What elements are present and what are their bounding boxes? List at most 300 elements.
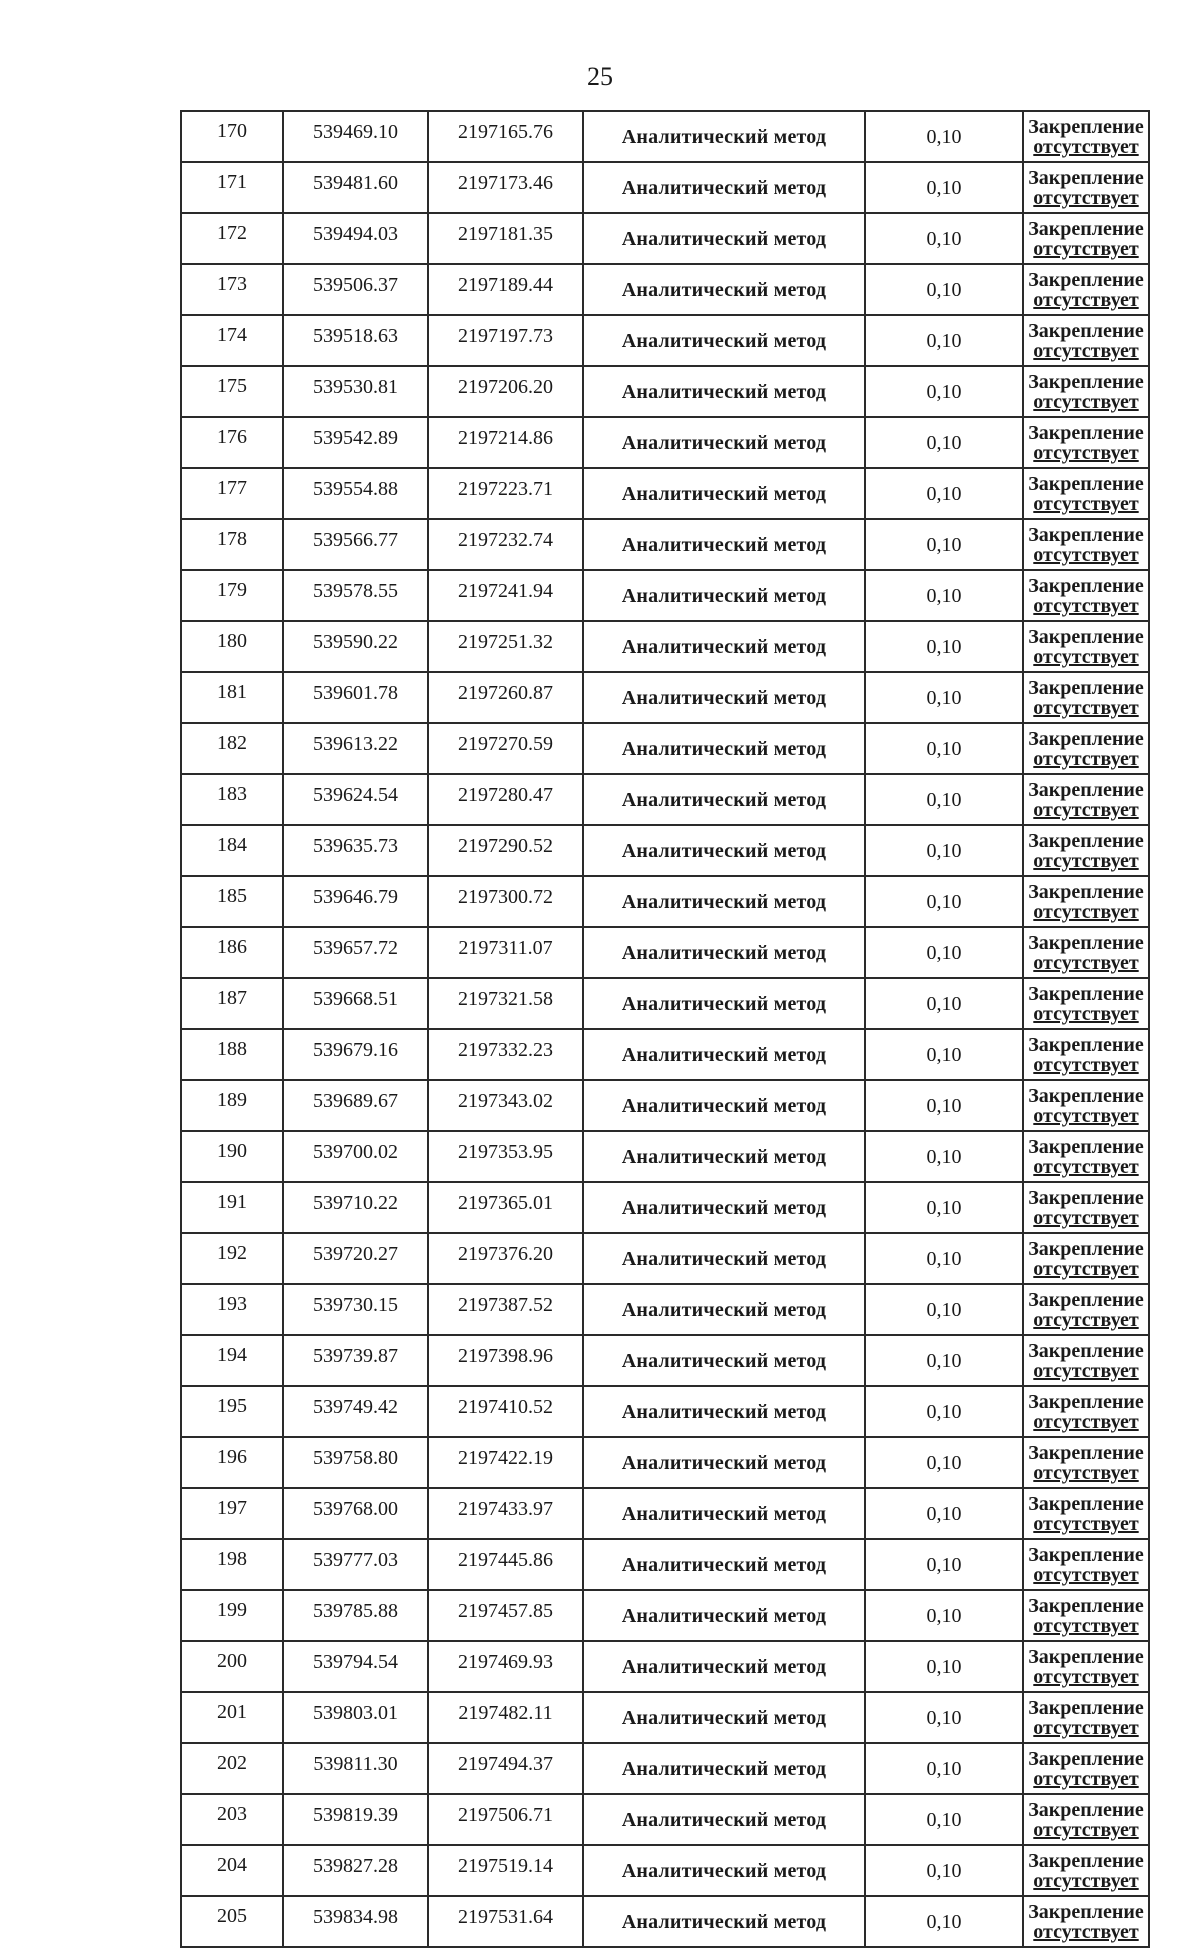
point-number-cell: 187 bbox=[181, 978, 283, 1029]
y-coordinate-cell: 2197332.23 bbox=[428, 1029, 583, 1080]
x-coordinate-cell: 539749.42 bbox=[283, 1386, 428, 1437]
fixation-cell bbox=[1023, 876, 1149, 927]
fixation-line-2: отсутствует bbox=[1033, 645, 1139, 668]
accuracy-cell: 0,10 bbox=[865, 1641, 1023, 1692]
x-coordinate-cell: 539578.55 bbox=[283, 570, 428, 621]
fixation-line-2: отсутствует bbox=[1033, 1716, 1139, 1739]
fixation-line-1: Закрепление bbox=[1028, 829, 1144, 852]
x-coordinate-cell: 539803.01 bbox=[283, 1692, 428, 1743]
table-row bbox=[181, 1641, 1149, 1692]
x-coordinate-cell: 539668.51 bbox=[283, 978, 428, 1029]
y-coordinate-cell: 2197165.76 bbox=[428, 111, 583, 162]
fixation-line-2: отсутствует bbox=[1033, 900, 1139, 923]
y-coordinate-cell: 2197223.71 bbox=[428, 468, 583, 519]
x-coordinate-cell: 539710.22 bbox=[283, 1182, 428, 1233]
accuracy-cell: 0,10 bbox=[865, 1335, 1023, 1386]
table-row bbox=[181, 1386, 1149, 1437]
x-coordinate-cell: 539768.00 bbox=[283, 1488, 428, 1539]
table-row bbox=[181, 825, 1149, 876]
table-row bbox=[181, 468, 1149, 519]
fixation-line-1: Закрепление bbox=[1028, 1237, 1144, 1260]
x-coordinate-cell: 539720.27 bbox=[283, 1233, 428, 1284]
x-coordinate-cell: 539601.78 bbox=[283, 672, 428, 723]
table-row bbox=[181, 111, 1149, 162]
fixation-cell bbox=[1023, 978, 1149, 1029]
fixation-line-1: Закрепление bbox=[1028, 319, 1144, 342]
x-coordinate-cell: 539518.63 bbox=[283, 315, 428, 366]
table-row bbox=[181, 1284, 1149, 1335]
table-row bbox=[181, 1692, 1149, 1743]
x-coordinate-cell: 539530.81 bbox=[283, 366, 428, 417]
point-number-cell: 188 bbox=[181, 1029, 283, 1080]
y-coordinate-cell: 2197353.95 bbox=[428, 1131, 583, 1182]
fixation-line-2: отсутствует bbox=[1033, 951, 1139, 974]
x-coordinate-cell: 539730.15 bbox=[283, 1284, 428, 1335]
table-row bbox=[181, 1896, 1149, 1947]
point-number-cell: 202 bbox=[181, 1743, 283, 1794]
y-coordinate-cell: 2197506.71 bbox=[428, 1794, 583, 1845]
y-coordinate-cell: 2197376.20 bbox=[428, 1233, 583, 1284]
accuracy-cell: 0,10 bbox=[865, 621, 1023, 672]
fixation-cell bbox=[1023, 1182, 1149, 1233]
method-cell: Аналитический метод bbox=[583, 1743, 865, 1794]
point-number-cell: 176 bbox=[181, 417, 283, 468]
accuracy-cell: 0,10 bbox=[865, 1896, 1023, 1947]
y-coordinate-cell: 2197494.37 bbox=[428, 1743, 583, 1794]
method-cell: Аналитический метод bbox=[583, 672, 865, 723]
fixation-line-1: Закрепление bbox=[1028, 421, 1144, 444]
x-coordinate-cell: 539542.89 bbox=[283, 417, 428, 468]
y-coordinate-cell: 2197445.86 bbox=[428, 1539, 583, 1590]
fixation-cell bbox=[1023, 417, 1149, 468]
accuracy-cell: 0,10 bbox=[865, 1437, 1023, 1488]
y-coordinate-cell: 2197280.47 bbox=[428, 774, 583, 825]
fixation-line-1: Закрепление bbox=[1028, 574, 1144, 597]
y-coordinate-cell: 2197173.46 bbox=[428, 162, 583, 213]
accuracy-cell: 0,10 bbox=[865, 825, 1023, 876]
fixation-line-1: Закрепление bbox=[1028, 1696, 1144, 1719]
x-coordinate-cell: 539469.10 bbox=[283, 111, 428, 162]
accuracy-cell: 0,10 bbox=[865, 1029, 1023, 1080]
y-coordinate-cell: 2197482.11 bbox=[428, 1692, 583, 1743]
point-number-cell: 194 bbox=[181, 1335, 283, 1386]
fixation-cell bbox=[1023, 1029, 1149, 1080]
fixation-line-2: отсутствует bbox=[1033, 543, 1139, 566]
point-number-cell: 203 bbox=[181, 1794, 283, 1845]
table-row bbox=[181, 1794, 1149, 1845]
fixation-cell bbox=[1023, 1080, 1149, 1131]
table-row bbox=[181, 417, 1149, 468]
accuracy-cell: 0,10 bbox=[865, 366, 1023, 417]
table-row bbox=[181, 1488, 1149, 1539]
y-coordinate-cell: 2197181.35 bbox=[428, 213, 583, 264]
method-cell: Аналитический метод bbox=[583, 468, 865, 519]
fixation-cell bbox=[1023, 213, 1149, 264]
fixation-line-1: Закрепление bbox=[1028, 1390, 1144, 1413]
table-row bbox=[181, 1080, 1149, 1131]
x-coordinate-cell: 539811.30 bbox=[283, 1743, 428, 1794]
x-coordinate-cell: 539624.54 bbox=[283, 774, 428, 825]
fixation-cell bbox=[1023, 1590, 1149, 1641]
fixation-line-2: отсутствует bbox=[1033, 1614, 1139, 1637]
method-cell: Аналитический метод bbox=[583, 1641, 865, 1692]
method-cell: Аналитический метод bbox=[583, 1029, 865, 1080]
point-number-cell: 180 bbox=[181, 621, 283, 672]
x-coordinate-cell: 539554.88 bbox=[283, 468, 428, 519]
y-coordinate-cell: 2197197.73 bbox=[428, 315, 583, 366]
y-coordinate-cell: 2197433.97 bbox=[428, 1488, 583, 1539]
page-number: 25 bbox=[587, 62, 613, 91]
point-number-cell: 181 bbox=[181, 672, 283, 723]
table-row bbox=[181, 1233, 1149, 1284]
fixation-line-2: отсутствует bbox=[1033, 441, 1139, 464]
fixation-line-2: отсутствует bbox=[1033, 1410, 1139, 1433]
fixation-line-1: Закрепление bbox=[1028, 268, 1144, 291]
point-number-cell: 204 bbox=[181, 1845, 283, 1896]
method-cell: Аналитический метод bbox=[583, 825, 865, 876]
fixation-cell bbox=[1023, 723, 1149, 774]
x-coordinate-cell: 539494.03 bbox=[283, 213, 428, 264]
method-cell: Аналитический метод bbox=[583, 1284, 865, 1335]
fixation-line-2: отсутствует bbox=[1033, 1053, 1139, 1076]
table-row bbox=[181, 1335, 1149, 1386]
fixation-line-1: Закрепление bbox=[1028, 727, 1144, 750]
table-row bbox=[181, 978, 1149, 1029]
x-coordinate-cell: 539590.22 bbox=[283, 621, 428, 672]
method-cell: Аналитический метод bbox=[583, 315, 865, 366]
fixation-line-1: Закрепление bbox=[1028, 1441, 1144, 1464]
accuracy-cell: 0,10 bbox=[865, 1386, 1023, 1437]
coordinates-table-body bbox=[181, 111, 1149, 1947]
method-cell: Аналитический метод bbox=[583, 1692, 865, 1743]
fixation-cell bbox=[1023, 825, 1149, 876]
fixation-line-2: отсутствует bbox=[1033, 1359, 1139, 1382]
x-coordinate-cell: 539834.98 bbox=[283, 1896, 428, 1947]
y-coordinate-cell: 2197321.58 bbox=[428, 978, 583, 1029]
fixation-cell bbox=[1023, 570, 1149, 621]
point-number-cell: 191 bbox=[181, 1182, 283, 1233]
fixation-cell bbox=[1023, 1284, 1149, 1335]
fixation-cell bbox=[1023, 264, 1149, 315]
x-coordinate-cell: 539827.28 bbox=[283, 1845, 428, 1896]
fixation-line-2: отсутствует bbox=[1033, 849, 1139, 872]
accuracy-cell: 0,10 bbox=[865, 315, 1023, 366]
fixation-cell bbox=[1023, 1437, 1149, 1488]
fixation-line-1: Закрепление bbox=[1028, 1594, 1144, 1617]
table-row bbox=[181, 672, 1149, 723]
fixation-line-2: отсутствует bbox=[1033, 1869, 1139, 1892]
method-cell: Аналитический метод bbox=[583, 366, 865, 417]
table-row bbox=[181, 1437, 1149, 1488]
fixation-line-2: отсутствует bbox=[1033, 1257, 1139, 1280]
fixation-line-1: Закрепление bbox=[1028, 880, 1144, 903]
table-row bbox=[181, 1029, 1149, 1080]
point-number-cell: 178 bbox=[181, 519, 283, 570]
y-coordinate-cell: 2197519.14 bbox=[428, 1845, 583, 1896]
x-coordinate-cell: 539739.87 bbox=[283, 1335, 428, 1386]
method-cell: Аналитический метод bbox=[583, 1845, 865, 1896]
fixation-cell bbox=[1023, 315, 1149, 366]
fixation-line-1: Закрепление bbox=[1028, 1033, 1144, 1056]
fixation-line-1: Закрепление bbox=[1028, 166, 1144, 189]
x-coordinate-cell: 539777.03 bbox=[283, 1539, 428, 1590]
fixation-line-2: отсутствует bbox=[1033, 339, 1139, 362]
method-cell: Аналитический метод bbox=[583, 264, 865, 315]
x-coordinate-cell: 539819.39 bbox=[283, 1794, 428, 1845]
x-coordinate-cell: 539794.54 bbox=[283, 1641, 428, 1692]
y-coordinate-cell: 2197311.07 bbox=[428, 927, 583, 978]
method-cell: Аналитический метод bbox=[583, 1794, 865, 1845]
fixation-line-2: отсутствует bbox=[1033, 237, 1139, 260]
table-row bbox=[181, 927, 1149, 978]
x-coordinate-cell: 539758.80 bbox=[283, 1437, 428, 1488]
x-coordinate-cell: 539700.02 bbox=[283, 1131, 428, 1182]
y-coordinate-cell: 2197270.59 bbox=[428, 723, 583, 774]
point-number-cell: 192 bbox=[181, 1233, 283, 1284]
method-cell: Аналитический метод bbox=[583, 927, 865, 978]
fixation-cell bbox=[1023, 1386, 1149, 1437]
table-row bbox=[181, 315, 1149, 366]
y-coordinate-cell: 2197469.93 bbox=[428, 1641, 583, 1692]
fixation-line-2: отсутствует bbox=[1033, 798, 1139, 821]
fixation-line-1: Закрепление bbox=[1028, 676, 1144, 699]
fixation-cell bbox=[1023, 621, 1149, 672]
accuracy-cell: 0,10 bbox=[865, 1794, 1023, 1845]
fixation-line-1: Закрепление bbox=[1028, 115, 1144, 138]
table-row bbox=[181, 1131, 1149, 1182]
method-cell: Аналитический метод bbox=[583, 162, 865, 213]
point-number-cell: 184 bbox=[181, 825, 283, 876]
fixation-line-1: Закрепление bbox=[1028, 1492, 1144, 1515]
accuracy-cell: 0,10 bbox=[865, 927, 1023, 978]
fixation-cell bbox=[1023, 1488, 1149, 1539]
fixation-line-1: Закрепление bbox=[1028, 625, 1144, 648]
fixation-line-2: отсутствует bbox=[1033, 1104, 1139, 1127]
fixation-line-1: Закрепление bbox=[1028, 472, 1144, 495]
table-row bbox=[181, 774, 1149, 825]
accuracy-cell: 0,10 bbox=[865, 1131, 1023, 1182]
y-coordinate-cell: 2197241.94 bbox=[428, 570, 583, 621]
fixation-line-2: отсутствует bbox=[1033, 288, 1139, 311]
x-coordinate-cell: 539785.88 bbox=[283, 1590, 428, 1641]
point-number-cell: 173 bbox=[181, 264, 283, 315]
y-coordinate-cell: 2197457.85 bbox=[428, 1590, 583, 1641]
y-coordinate-cell: 2197189.44 bbox=[428, 264, 583, 315]
table-row bbox=[181, 570, 1149, 621]
fixation-line-2: отсутствует bbox=[1033, 1767, 1139, 1790]
point-number-cell: 179 bbox=[181, 570, 283, 621]
x-coordinate-cell: 539635.73 bbox=[283, 825, 428, 876]
point-number-cell: 195 bbox=[181, 1386, 283, 1437]
x-coordinate-cell: 539506.37 bbox=[283, 264, 428, 315]
accuracy-cell: 0,10 bbox=[865, 264, 1023, 315]
method-cell: Аналитический метод bbox=[583, 1131, 865, 1182]
fixation-cell bbox=[1023, 519, 1149, 570]
fixation-cell bbox=[1023, 927, 1149, 978]
accuracy-cell: 0,10 bbox=[865, 417, 1023, 468]
point-number-cell: 196 bbox=[181, 1437, 283, 1488]
table-row bbox=[181, 1845, 1149, 1896]
fixation-line-2: отсутствует bbox=[1033, 1206, 1139, 1229]
accuracy-cell: 0,10 bbox=[865, 1743, 1023, 1794]
table-row bbox=[181, 1590, 1149, 1641]
method-cell: Аналитический метод bbox=[583, 570, 865, 621]
accuracy-cell: 0,10 bbox=[865, 1284, 1023, 1335]
fixation-line-1: Закрепление bbox=[1028, 931, 1144, 954]
x-coordinate-cell: 539566.77 bbox=[283, 519, 428, 570]
method-cell: Аналитический метод bbox=[583, 1437, 865, 1488]
fixation-cell bbox=[1023, 774, 1149, 825]
accuracy-cell: 0,10 bbox=[865, 1539, 1023, 1590]
fixation-cell bbox=[1023, 1539, 1149, 1590]
x-coordinate-cell: 539657.72 bbox=[283, 927, 428, 978]
fixation-line-2: отсутствует bbox=[1033, 1818, 1139, 1841]
fixation-line-1: Закрепление bbox=[1028, 523, 1144, 546]
fixation-cell bbox=[1023, 162, 1149, 213]
coordinates-table bbox=[180, 110, 1150, 1948]
fixation-line-2: отсутствует bbox=[1033, 1920, 1139, 1943]
table-row bbox=[181, 213, 1149, 264]
point-number-cell: 174 bbox=[181, 315, 283, 366]
fixation-cell bbox=[1023, 1692, 1149, 1743]
point-number-cell: 170 bbox=[181, 111, 283, 162]
method-cell: Аналитический метод bbox=[583, 1896, 865, 1947]
method-cell: Аналитический метод bbox=[583, 1335, 865, 1386]
table-row bbox=[181, 876, 1149, 927]
point-number-cell: 185 bbox=[181, 876, 283, 927]
method-cell: Аналитический метод bbox=[583, 1233, 865, 1284]
table-row bbox=[181, 1182, 1149, 1233]
fixation-line-2: отсутствует bbox=[1033, 1461, 1139, 1484]
fixation-line-2: отсутствует bbox=[1033, 390, 1139, 413]
method-cell: Аналитический метод bbox=[583, 1488, 865, 1539]
y-coordinate-cell: 2197365.01 bbox=[428, 1182, 583, 1233]
fixation-line-1: Закрепление bbox=[1028, 982, 1144, 1005]
method-cell: Аналитический метод bbox=[583, 1386, 865, 1437]
point-number-cell: 193 bbox=[181, 1284, 283, 1335]
y-coordinate-cell: 2197251.32 bbox=[428, 621, 583, 672]
fixation-line-2: отсутствует bbox=[1033, 1665, 1139, 1688]
table-row bbox=[181, 162, 1149, 213]
fixation-line-2: отсутствует bbox=[1033, 135, 1139, 158]
method-cell: Аналитический метод bbox=[583, 417, 865, 468]
accuracy-cell: 0,10 bbox=[865, 723, 1023, 774]
fixation-line-2: отсутствует bbox=[1033, 696, 1139, 719]
fixation-cell bbox=[1023, 672, 1149, 723]
accuracy-cell: 0,10 bbox=[865, 1233, 1023, 1284]
fixation-cell bbox=[1023, 1233, 1149, 1284]
accuracy-cell: 0,10 bbox=[865, 1845, 1023, 1896]
point-number-cell: 186 bbox=[181, 927, 283, 978]
y-coordinate-cell: 2197232.74 bbox=[428, 519, 583, 570]
point-number-cell: 190 bbox=[181, 1131, 283, 1182]
fixation-line-2: отсутствует bbox=[1033, 1512, 1139, 1535]
fixation-line-1: Закрепление bbox=[1028, 1135, 1144, 1158]
y-coordinate-cell: 2197398.96 bbox=[428, 1335, 583, 1386]
point-number-cell: 205 bbox=[181, 1896, 283, 1947]
x-coordinate-cell: 539481.60 bbox=[283, 162, 428, 213]
point-number-cell: 198 bbox=[181, 1539, 283, 1590]
fixation-line-2: отсутствует bbox=[1033, 1155, 1139, 1178]
fixation-line-2: отсутствует bbox=[1033, 594, 1139, 617]
y-coordinate-cell: 2197410.52 bbox=[428, 1386, 583, 1437]
accuracy-cell: 0,10 bbox=[865, 162, 1023, 213]
y-coordinate-cell: 2197387.52 bbox=[428, 1284, 583, 1335]
fixation-line-2: отсутствует bbox=[1033, 492, 1139, 515]
fixation-cell bbox=[1023, 1845, 1149, 1896]
table-row bbox=[181, 519, 1149, 570]
y-coordinate-cell: 2197206.20 bbox=[428, 366, 583, 417]
fixation-line-2: отсутствует bbox=[1033, 1563, 1139, 1586]
accuracy-cell: 0,10 bbox=[865, 213, 1023, 264]
accuracy-cell: 0,10 bbox=[865, 1488, 1023, 1539]
fixation-cell bbox=[1023, 1794, 1149, 1845]
fixation-cell bbox=[1023, 1131, 1149, 1182]
accuracy-cell: 0,10 bbox=[865, 1692, 1023, 1743]
method-cell: Аналитический метод bbox=[583, 213, 865, 264]
point-number-cell: 175 bbox=[181, 366, 283, 417]
x-coordinate-cell: 539646.79 bbox=[283, 876, 428, 927]
fixation-line-1: Закрепление bbox=[1028, 1186, 1144, 1209]
accuracy-cell: 0,10 bbox=[865, 570, 1023, 621]
fixation-cell bbox=[1023, 111, 1149, 162]
method-cell: Аналитический метод bbox=[583, 621, 865, 672]
fixation-line-1: Закрепление bbox=[1028, 370, 1144, 393]
fixation-line-1: Закрепление bbox=[1028, 217, 1144, 240]
fixation-line-1: Закрепление bbox=[1028, 1645, 1144, 1668]
fixation-cell bbox=[1023, 1335, 1149, 1386]
fixation-line-2: отсутствует bbox=[1033, 186, 1139, 209]
accuracy-cell: 0,10 bbox=[865, 1080, 1023, 1131]
x-coordinate-cell: 539613.22 bbox=[283, 723, 428, 774]
method-cell: Аналитический метод bbox=[583, 1182, 865, 1233]
fixation-line-1: Закрепление bbox=[1028, 1798, 1144, 1821]
accuracy-cell: 0,10 bbox=[865, 1590, 1023, 1641]
accuracy-cell: 0,10 bbox=[865, 876, 1023, 927]
point-number-cell: 177 bbox=[181, 468, 283, 519]
y-coordinate-cell: 2197422.19 bbox=[428, 1437, 583, 1488]
fixation-line-2: отсутствует bbox=[1033, 1002, 1139, 1025]
fixation-line-1: Закрепление bbox=[1028, 1543, 1144, 1566]
y-coordinate-cell: 2197290.52 bbox=[428, 825, 583, 876]
method-cell: Аналитический метод bbox=[583, 1590, 865, 1641]
point-number-cell: 182 bbox=[181, 723, 283, 774]
fixation-cell bbox=[1023, 468, 1149, 519]
method-cell: Аналитический метод bbox=[583, 111, 865, 162]
accuracy-cell: 0,10 bbox=[865, 468, 1023, 519]
point-number-cell: 171 bbox=[181, 162, 283, 213]
point-number-cell: 201 bbox=[181, 1692, 283, 1743]
method-cell: Аналитический метод bbox=[583, 1080, 865, 1131]
method-cell: Аналитический метод bbox=[583, 519, 865, 570]
fixation-line-1: Закрепление bbox=[1028, 1747, 1144, 1770]
y-coordinate-cell: 2197343.02 bbox=[428, 1080, 583, 1131]
fixation-cell bbox=[1023, 366, 1149, 417]
accuracy-cell: 0,10 bbox=[865, 672, 1023, 723]
x-coordinate-cell: 539679.16 bbox=[283, 1029, 428, 1080]
fixation-line-2: отсутствует bbox=[1033, 1308, 1139, 1331]
fixation-line-1: Закрепление bbox=[1028, 1339, 1144, 1362]
y-coordinate-cell: 2197214.86 bbox=[428, 417, 583, 468]
table-row bbox=[181, 366, 1149, 417]
table-row bbox=[181, 1539, 1149, 1590]
method-cell: Аналитический метод bbox=[583, 876, 865, 927]
fixation-line-1: Закрепление bbox=[1028, 1900, 1144, 1923]
method-cell: Аналитический метод bbox=[583, 723, 865, 774]
method-cell: Аналитический метод bbox=[583, 978, 865, 1029]
fixation-line-1: Закрепление bbox=[1028, 1084, 1144, 1107]
fixation-cell bbox=[1023, 1641, 1149, 1692]
